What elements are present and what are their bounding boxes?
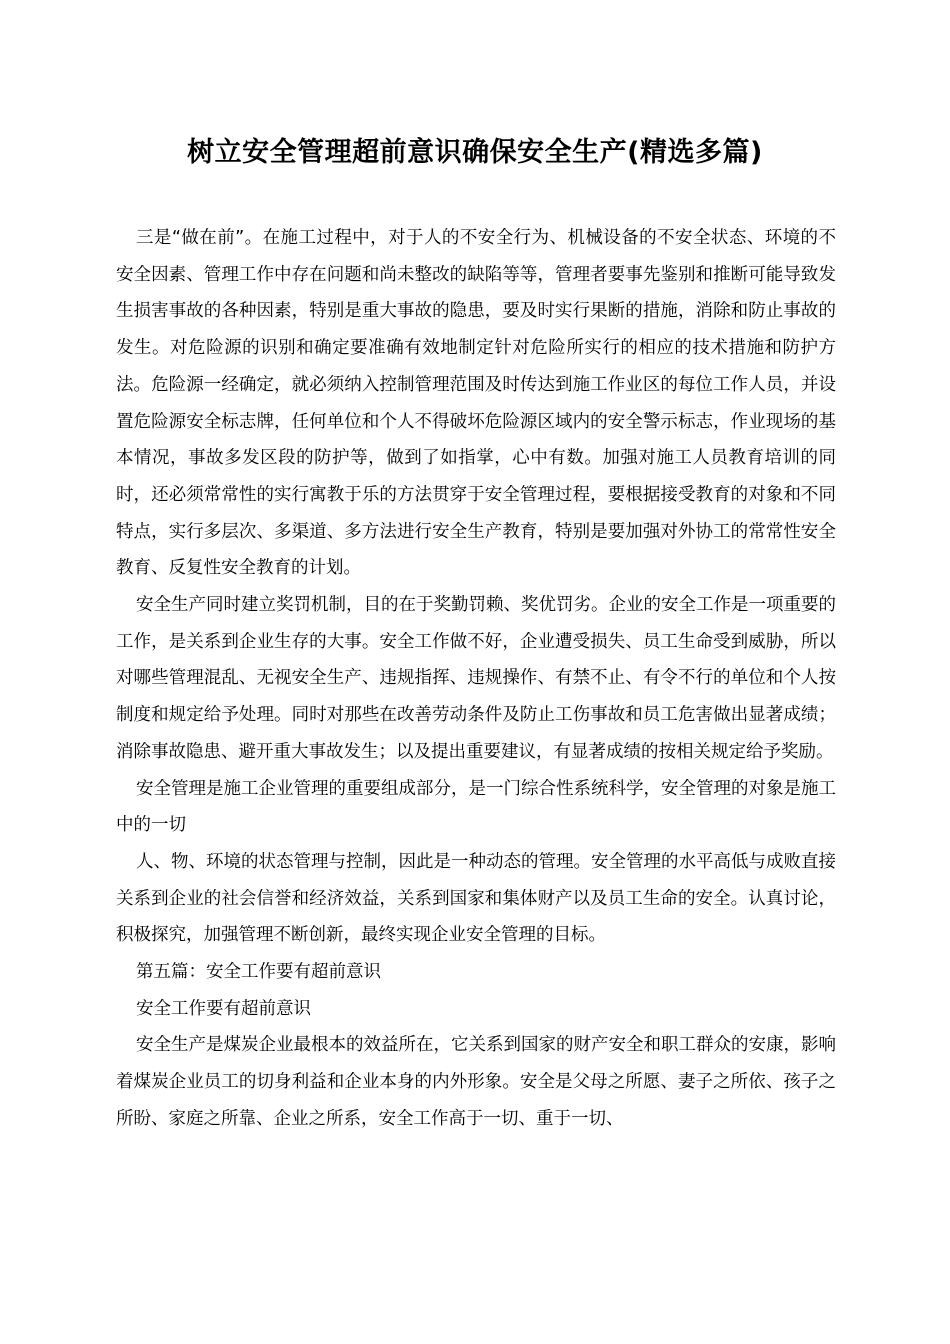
paragraph-2: 安全生产同时建立奖罚机制，目的在于奖勤罚赖、奖优罚劣。企业的安全工作是一项重要的工作，是关系到企业生存的大事。安全工作做不好，企业遭受损失、员工生命受到威胁，所以对哪些管理混乱、无视安全生产、违规指挥、违规操作、有禁不止、有令不行的单位和个人按制度和规定给予处理。同时对那些在改善劳动条件及防止工伤事故和员工危害做出显著成绩；消除事故隐患、避开重大事故发生；以及提出重要建议，有显著成绩的按相关规定给予奖励。: [116, 595, 836, 762]
document-body: [116, 220, 836, 1138]
paragraph-1: 三是“做在前”。在施工过程中，对于人的不安全行为、机械设备的不安全状态、环境的不安全因素、管理工作中存在问题和尚未整改的缺陷等等，管理者要事先鉴别和推断可能导致发生损害事故的各种因素，特别是重大事故的隐患，要及时实行果断的措施，消除和防止事故的发生。对危险源的识别和确定要准确有效地制定针对危险所实行的相应的技术措施和防护方法。危险源一经确定，就必须纳入控制管理范围及时传达到施工作业区的每位工作人员，并设置危险源安全标志牌，任何单位和个人不得破坏危险源区域内的安全警示标志，作业现场的基本情况，事故多发区段的防护等，做到了如指掌，心中有数。加强对施工人员教育培训的同时，还必须常常性的实行寓教于乐的方法贯穿于安全管理过程，要根据接受教育的对象和不同特点，实行多层次、多渠道、多方法进行安全生产教育，特别是要加强对外协工的常常性安全教育、反复性安全教育的计划。: [116, 228, 836, 579]
paragraph-4: 人、物、环境的状态管理与控制，因此是一种动态的管理。安全管理的水平高低与成败直接关系到企业的社会信誉和经济效益，关系到国家和集体财产以及员工生命的安全。认真讨论，积极探究，加强管理不断创新，最终实现企业安全管理的目标。: [116, 851, 836, 946]
section-subheading: 安全工作要有超前意识: [136, 998, 311, 1019]
section-heading: 第五篇：安全工作要有超前意识: [136, 962, 381, 983]
document-title: 树立安全管理超前意识确保安全生产(精选多篇): [187, 137, 763, 168]
paragraph-5: 安全生产是煤炭企业最根本的效益所在，它关系到国家的财产安全和职工群众的安康，影响着煤炭企业员工的切身利益和企业本身的内外形象。安全是父母之所愿、妻子之所依、孩子之所盼、家庭之所靠、企业之所系，安全工作高于一切、重于一切、: [116, 1035, 836, 1129]
paragraph-3: 安全管理是施工企业管理的重要组成部分，是一门综合性系统科学，安全管理的对象是施工中的一切: [116, 778, 836, 836]
